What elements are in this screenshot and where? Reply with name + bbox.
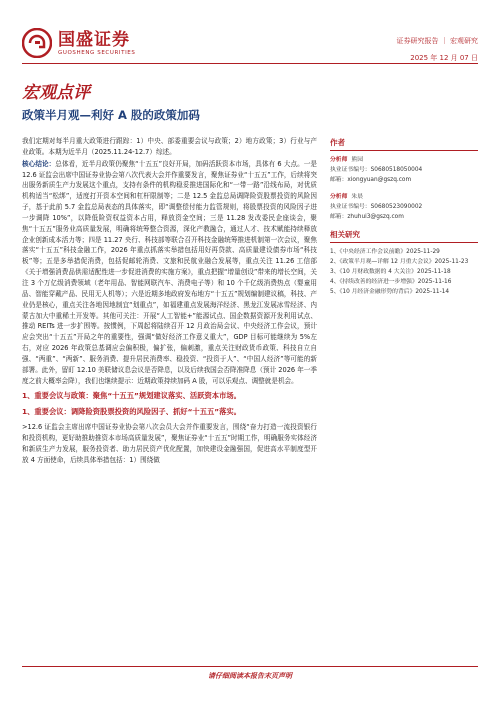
analyst-2-cert: 执业证书编号：S0680523090002: [330, 204, 423, 210]
logo-english-name: GUOSHENG SECURITIES: [58, 49, 136, 56]
intro-paragraph: 我们定期对每半月重大政策进行跟踪：1）中央、部委重要会议与政策；2）地方政策；3）行业与产业政策。本期为近半月（2025.11.24-12.7）综述。: [22, 137, 317, 156]
company-logo: [22, 28, 135, 58]
logo-chinese-name: 国盛证券: [58, 29, 130, 50]
core-paragraph: [22, 159, 317, 387]
analyst-name: 朱晨: [351, 194, 364, 200]
core-label: 核心结论：: [22, 159, 56, 168]
analyst-name: 熊园: [351, 157, 364, 163]
analyst-2: [330, 192, 478, 202]
related-item[interactable]: 5、《10 月经济金融形势的背后》2025-11-14: [330, 289, 450, 295]
body-paragraph: >12.6 证监会主席出席中国证券业协会第八次会员大会并作重要发言，围绕“奋力打造一流投资银行和投资机构，更好助推助推资本市场高质量发展”，聚焦证券业“十五五”时期工作，明确服务实体经济和新质生产力发展，服务投资者、助力居民资产优化配置，加快建设金融强国，促进高水平制度型开放 4 方面使命，后续具体举措包括：1）围绕做: [22, 423, 317, 464]
footer-disclaimer: 请仔细阅读本报告末页声明: [208, 672, 292, 680]
analyst-2-email: 邮箱：zhuhui3@gszq.com: [330, 214, 404, 220]
core-text: 总体看，近半月政策仍聚焦“十五五”良好开局，加码活跃资本市场，具体有 6 大点。一是 12.6 证监会出席中国证券业协会第八次代表大会并作重要发言，聚焦证券业“十五五”工作，后续将突出服务新质生产力发展这个重点，支持有条件的机构稳妥推进国际化和“一带一路”沿线布局，对优质机构适当“松绑”，适度打开资本空间和杠杆限制等；二是 12.5 金监总局调降险资股票投资的风险因子，基于此前 5.7 金监总局表态的具体落实，即“调整偿付能力监管规则，将股票投资的风险因子进一步调降 10%”，以降低险资权益资本占用，释放资金空间；三是 11.28 发改委民企座谈会，聚焦“十五五”服务业高质量发展，明确将统筹整合资源，深化产教融合，通过人才、技术赋能持续释放企业创新成本活力等；四是 11.27 央行、科技部等联合召开科技金融统筹推进机制第一次会议，聚焦落实“十五五”科技金融工作，2026 年重点抓落实举措包括用好再贷款、高质量建设债券市场“科技板”等；五是多举措促消费，包括促邮轮消费、文旅和民航业融合发展等，重点关注 11.26 工信部《关于增强消费品供需适配性进一步促进消费的实施方案》，重点把握“增量创设”带来的增长空间，关注 3 个万亿级消费领域（老年用品、智能网联汽车、消费电子等）和 10 个千亿级消费热点（婴童用品、智能穿戴产品、民用无人机等）；六是近期多地政府发布地方“十五五”规划编制建议稿，科技、产业仍是核心，重点关注各地因地制宜“划重点”，如福建重点发展海洋经济、黑龙江发展冰雪经济、内蒙古加大中重稀土开发等。其他可关注：开展“人工智能+”能源试点、国企数据资源开发利用试点、推动 REITs 进一步扩围等。按惯例，下周起将陆续召开 12 月政治局会议、中央经济工作会议，预计应会突出“十五五”开局之年的重要性，强调“做好经济工作意义重大”，GDP 目标可能继续为 5%左右，对应 2026 年政策总基调应会偏积极，偏扩张，偏刺激，重点关注财政货币政策、科技自立自强、“两重”、“两新”、服务消费、提升居民消费率、稳投资、“投资于人”、“中国人经济”等可能的新部署。此外，留盯 12.10 美联储议息会议是否降息，以及后续我国会否降准降息（预计 2026 年一季度之前大概率会降），我们也继续提示：近期政策持续加码 A 股，可以乐观点、调整就是机会。: [22, 159, 318, 385]
section-heading-1: 1、重要会议与政策：聚焦“十五五”规划建议落实、活跃资本市场。: [22, 391, 241, 401]
report-title: 政策半月观—利好 A 股的政策加码: [22, 108, 200, 122]
related-item[interactable]: 1、《中央经济工作会议前瞻》2025-11-29: [330, 249, 440, 255]
header-divider: [22, 63, 478, 64]
analyst-label: 分析师: [330, 194, 348, 200]
related-item[interactable]: 4、《持续改善的经济进一步增强》2025-11-16: [330, 279, 452, 285]
column-title: 宏观点评: [22, 83, 90, 103]
related-item[interactable]: 3、《10 月财政数据的 4 大关注》2025-11-18: [330, 269, 451, 275]
related-research-heading: 相关研究: [330, 229, 478, 243]
section-heading-1-1: 1、重要会议：调降险资股票投资的风险因子、抓好“十五五”落实。: [22, 407, 241, 417]
guosheng-logo-icon: [22, 28, 52, 58]
sidebar: [330, 137, 478, 297]
analyst-1-email: 邮箱：xiongyuan@gszq.com: [330, 177, 412, 183]
analyst-1-cert: 执业证书编号：S0680518050004: [330, 167, 423, 173]
analyst-1: [330, 155, 478, 165]
footer-divider: [22, 666, 478, 667]
main-body: [22, 136, 317, 466]
report-date: 2025 年 12 月 07 日: [410, 54, 478, 62]
related-item[interactable]: 2、《政策半月观—详解 12 月重大会议》2025-11-23: [330, 259, 469, 265]
authors-heading: 作者: [330, 137, 478, 151]
report-type: 证券研究报告 ｜ 宏观研究: [396, 37, 478, 45]
analyst-label: 分析师: [330, 157, 348, 163]
